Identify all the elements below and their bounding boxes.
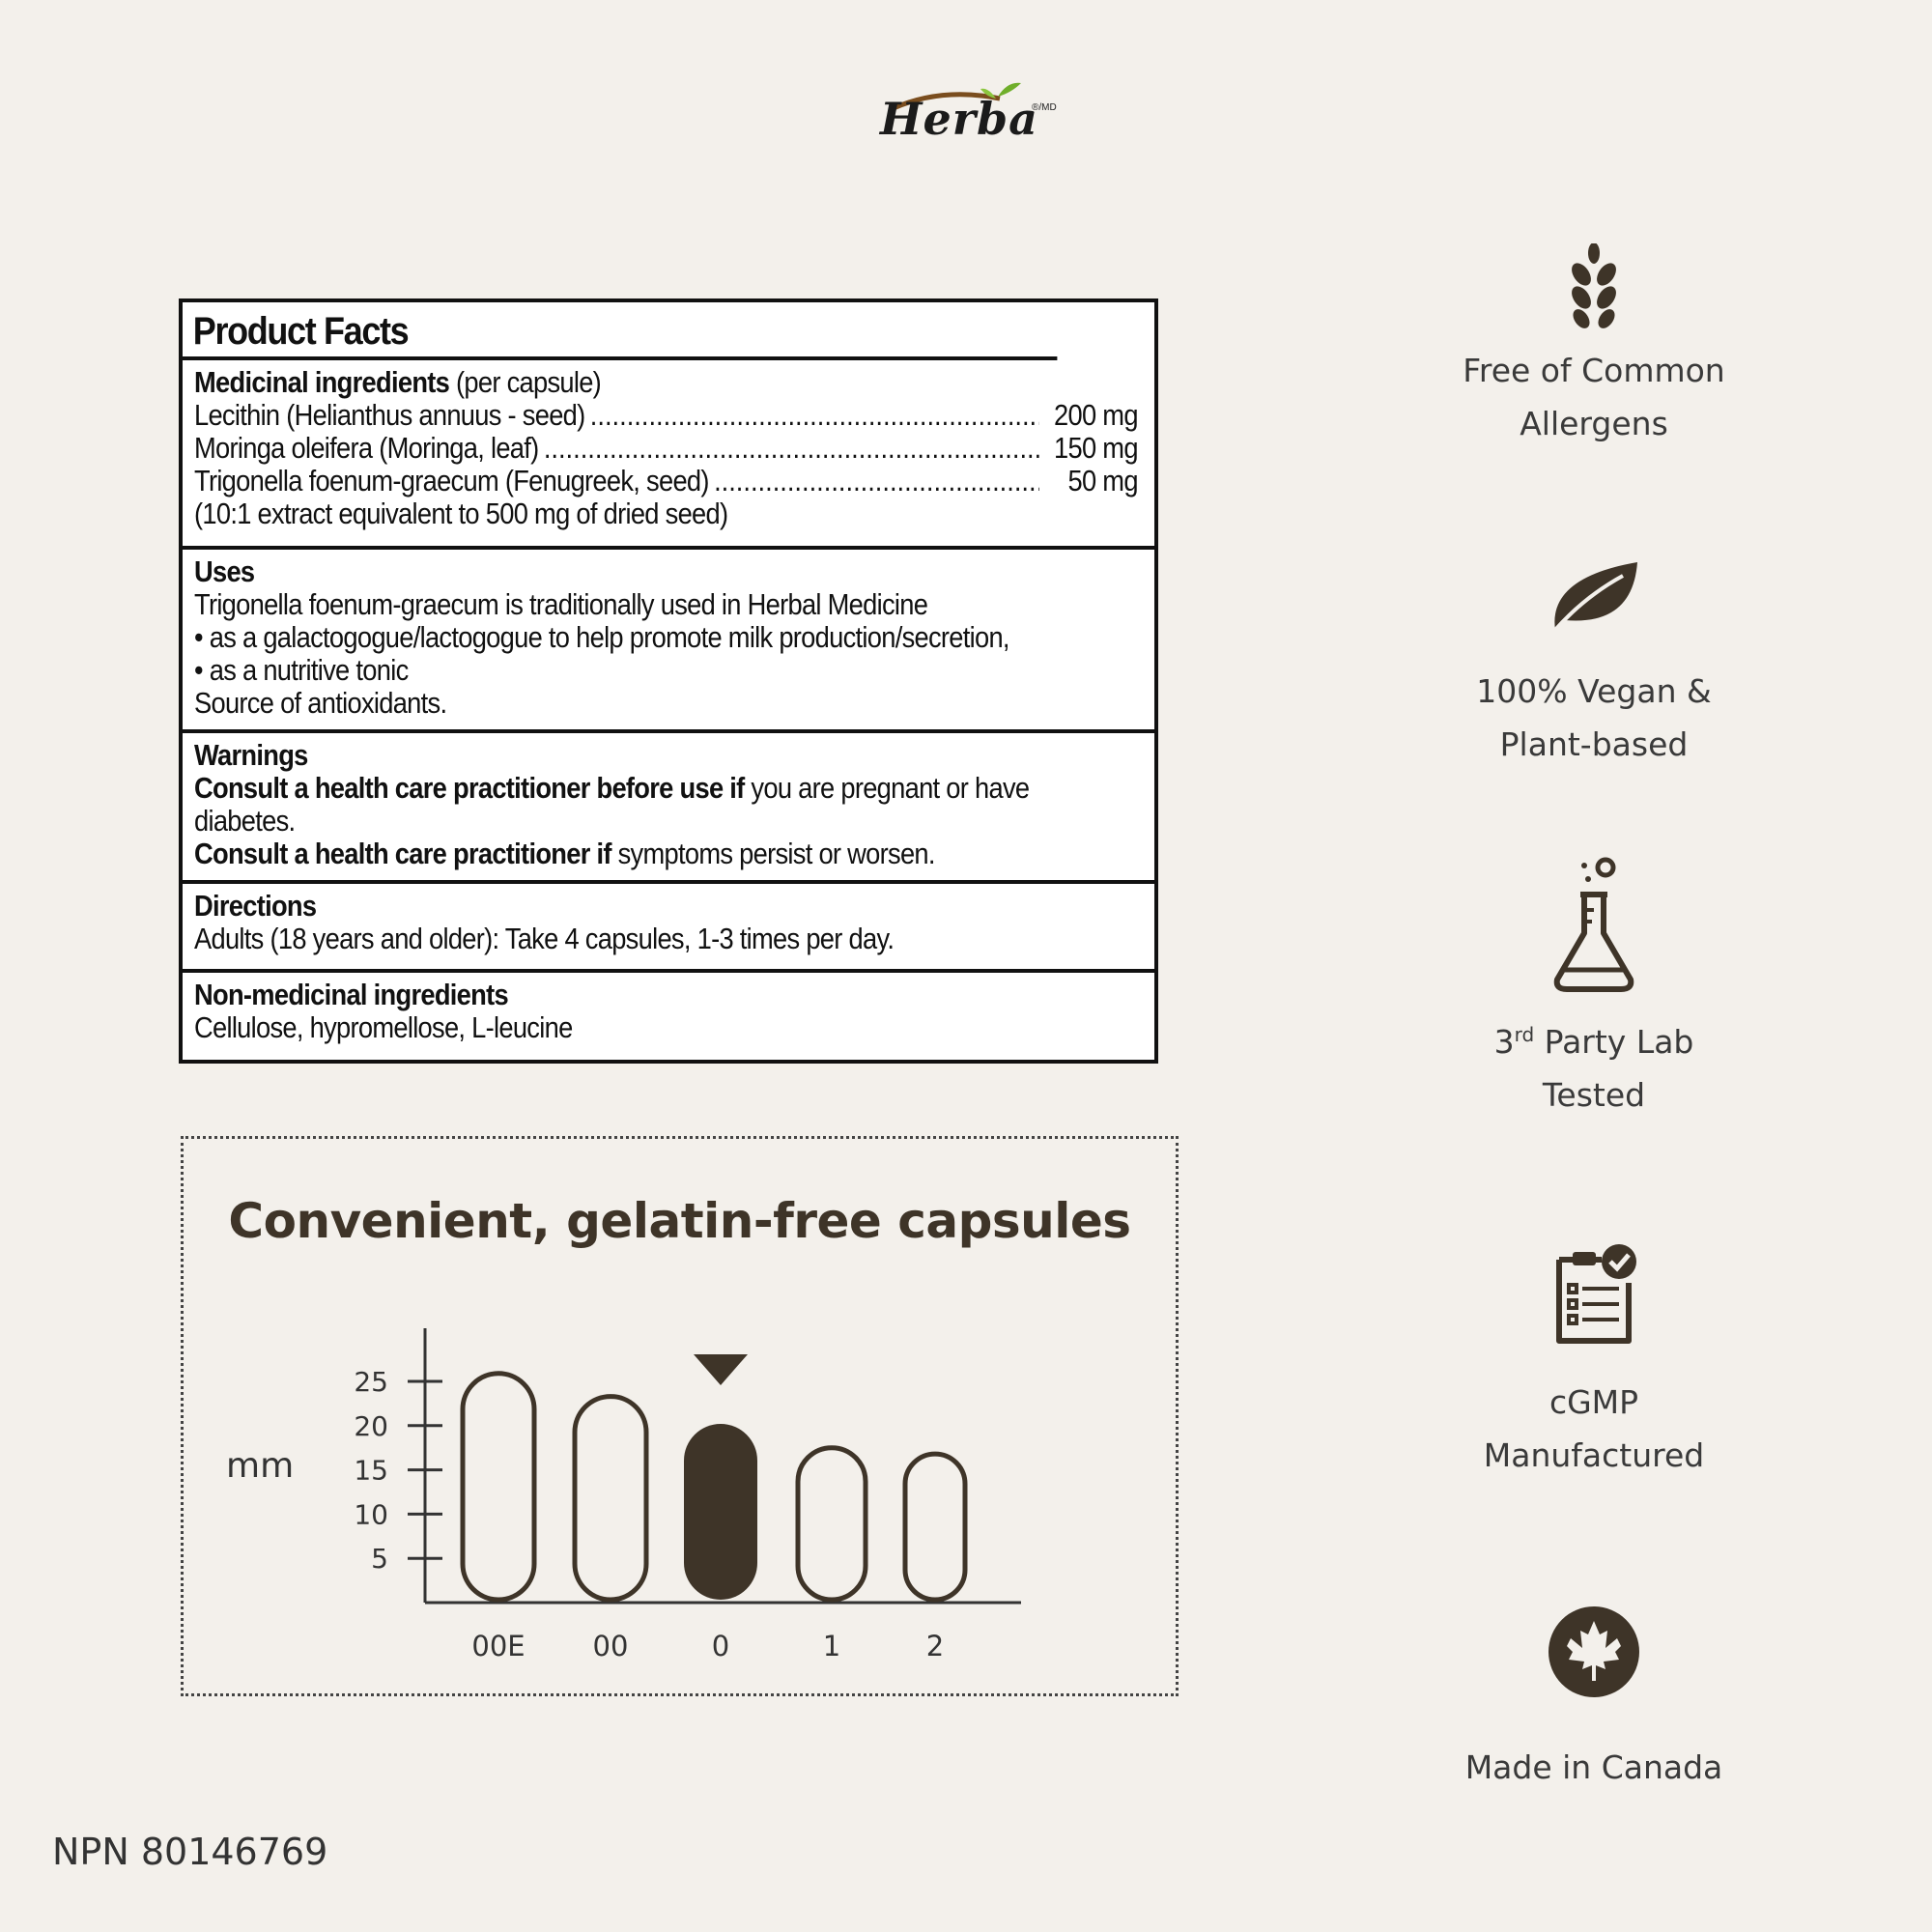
non-medicinal-text: Cellulose, hypromellose, L-leucine: [194, 1010, 573, 1044]
flask-icon: [1546, 856, 1642, 995]
leaf-icon: [1546, 558, 1642, 636]
selected-marker-icon: [694, 1354, 748, 1385]
directions-heading: Directions: [194, 889, 317, 923]
ingredient-amount: 200 mg: [1054, 398, 1138, 432]
badge-label: Made in Canada: [1464, 1748, 1723, 1786]
badge-vegan: [1410, 558, 1777, 771]
brand-name: Herba: [880, 93, 1038, 145]
y-axis-label: mm: [226, 1446, 295, 1486]
capsule-bar: [798, 1448, 866, 1600]
uses-line: Source of antioxidants.: [194, 686, 447, 720]
capsule-size-chart: [184, 1139, 1176, 1693]
directions-text: Adults (18 years and older): Take 4 capsules, 1-3 times per day.: [194, 922, 895, 955]
ingredient-amount: 150 mg: [1054, 431, 1138, 465]
medicinal-heading: Medicinal ingredients: [194, 365, 450, 399]
capsule-bar: [575, 1397, 646, 1600]
uses-line: Trigonella foenum-graecum is traditionally used in Herbal Medicine: [194, 587, 928, 621]
uses-line: • as a galactogogue/lactogogue to help promote milk production/secretion,: [194, 620, 1009, 654]
non-medicinal-heading: Non-medicinal ingredients: [194, 978, 508, 1011]
medicinal-heading-note: (per capsule): [449, 365, 602, 399]
brand-logo: [874, 77, 1067, 145]
extract-note: (10:1 extract equivalent to 500 mg of dried seed): [194, 497, 728, 530]
npn-number: NPN 80146769: [52, 1831, 328, 1873]
badge-canada: [1410, 1605, 1777, 1794]
badge-allergens: [1410, 243, 1777, 450]
ingredient-name: Trigonella foenum-graecum (Fenugreek, seed): [194, 464, 709, 497]
capsule-size-label: 00: [592, 1630, 629, 1662]
capsule-bar: [684, 1424, 757, 1600]
warning-text: diabetes.: [194, 804, 296, 838]
y-tick-label: 20: [354, 1409, 388, 1442]
facts-title: Product Facts: [183, 302, 1057, 360]
badge-label: Plant-based: [1499, 725, 1689, 763]
brand-registered-mark: ®/MD: [1032, 102, 1057, 113]
badge-label: Manufactured: [1483, 1436, 1705, 1474]
badge-lab-tested: [1410, 856, 1777, 1122]
badge-label: 100% Vegan &: [1476, 672, 1712, 710]
warnings-heading: Warnings: [194, 738, 308, 772]
ingredient-amount: 50 mg: [1067, 464, 1138, 497]
wheat-icon: [1565, 243, 1623, 330]
capsule-size-label: 2: [925, 1630, 945, 1662]
ingredient-row: [194, 399, 1138, 432]
ingredient-row: [194, 465, 1138, 497]
uses-line: • as a nutritive tonic: [194, 653, 409, 687]
warnings-section: [183, 733, 1154, 884]
badge-label: Tested: [1542, 1076, 1646, 1114]
ingredient-name: Moringa oleifera (Moringa, leaf): [194, 431, 539, 465]
badge-label: Free of Common: [1463, 352, 1725, 389]
directions-section: [183, 884, 1154, 973]
leader-dots: [590, 399, 1039, 432]
warning-bold: Consult a health care practitioner if: [194, 837, 611, 870]
y-tick-label: 5: [371, 1543, 388, 1576]
capsule-size-box: [181, 1136, 1179, 1696]
badge-label: cGMP: [1548, 1383, 1639, 1421]
y-tick-label: 15: [354, 1454, 388, 1487]
maple-leaf-icon: [1548, 1605, 1640, 1698]
capsule-title: Convenient, gelatin-free capsules: [228, 1193, 1131, 1249]
uses-heading: Uses: [194, 554, 255, 588]
badge-label: 3rd Party Lab: [1493, 1023, 1694, 1061]
capsule-bar: [905, 1454, 965, 1600]
leader-dots: [544, 432, 1039, 465]
ingredient-name: Lecithin (Helianthus annuus - seed): [194, 398, 585, 432]
uses-section: [183, 550, 1154, 733]
warning-text: symptoms persist or worsen.: [611, 837, 935, 870]
badge-label: Allergens: [1520, 405, 1668, 442]
product-facts-panel: [179, 298, 1158, 1064]
y-tick-label: 25: [354, 1366, 388, 1398]
badge-cgmp: [1410, 1240, 1777, 1482]
medicinal-ingredients-section: [183, 360, 1154, 550]
capsule-size-label: 0: [711, 1630, 730, 1662]
non-medicinal-section: [183, 973, 1154, 1064]
checklist-icon: [1546, 1240, 1642, 1347]
leader-dots: [714, 465, 1039, 497]
warning-text: you are pregnant or have: [744, 771, 1030, 805]
y-tick-label: 10: [354, 1498, 388, 1531]
capsule-size-label: 1: [822, 1630, 841, 1662]
warning-bold: Consult a health care practitioner before use if: [194, 771, 745, 805]
capsule-bar: [463, 1374, 534, 1600]
ingredient-row: [194, 432, 1138, 465]
capsule-size-label: 00E: [471, 1630, 526, 1662]
